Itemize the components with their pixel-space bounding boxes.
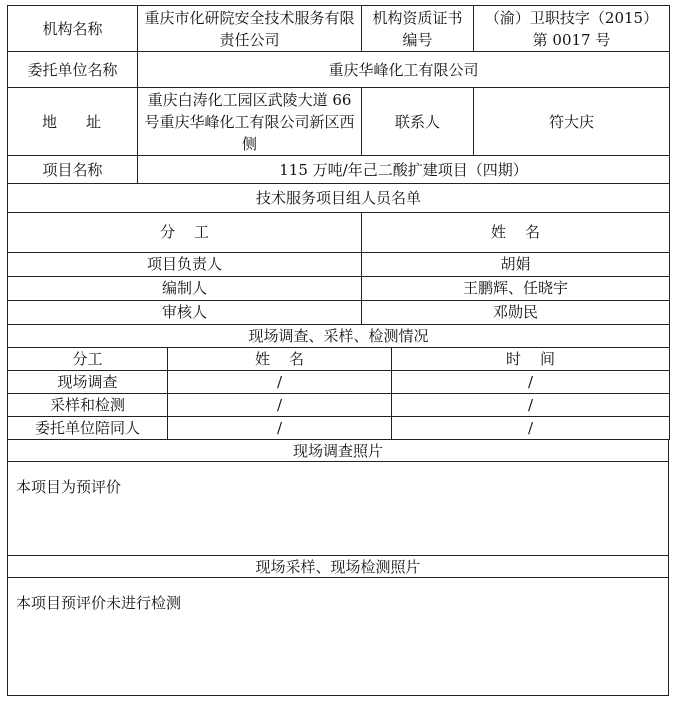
survey-photos-title: 现场调查照片 (7, 440, 669, 462)
team-table (7, 184, 670, 325)
address-value: 重庆白涛化工园区武陵大道 66 号重庆华峰化工有限公司新区西侧 (138, 88, 362, 156)
team-row-name: 邓勋民 (362, 300, 670, 324)
sampling-photos-area (7, 578, 669, 696)
team-row-name: 王鹏辉、任晓宇 (362, 276, 670, 300)
client-value: 重庆华峰化工有限公司 (138, 52, 670, 88)
survey-row-time: / (392, 393, 670, 416)
team-col-name: 姓 名 (362, 212, 670, 252)
survey-row-name: / (168, 416, 392, 439)
survey-row-time: / (392, 416, 670, 439)
cert-label: 机构资质证书编号 (362, 6, 474, 52)
survey-row-role: 采样和检测 (8, 393, 168, 416)
survey-table (7, 325, 670, 440)
survey-col-name: 姓 名 (168, 347, 392, 370)
survey-row-name: / (168, 393, 392, 416)
cert-value: （渝）卫职技字（2015）第 0017 号 (474, 6, 670, 52)
team-row-name: 胡娟 (362, 252, 670, 276)
org-name-label: 机构名称 (8, 6, 138, 52)
client-label: 委托单位名称 (8, 52, 138, 88)
service-record-form (7, 5, 669, 705)
team-row-role: 编制人 (8, 276, 362, 300)
project-value: 115 万吨/年己二酸扩建项目（四期） (138, 156, 670, 184)
team-heading: 技术服务项目组人员名单 (8, 184, 670, 212)
survey-col-time: 时 间 (392, 347, 670, 370)
survey-row-role: 现场调查 (8, 370, 168, 393)
survey-heading: 现场调查、采样、检测情况 (8, 325, 670, 348)
team-row-role: 审核人 (8, 300, 362, 324)
contact-value: 符大庆 (474, 88, 670, 156)
survey-col-role: 分工 (8, 347, 168, 370)
survey-row-time: / (392, 370, 670, 393)
org-name-value: 重庆市化研院安全技术服务有限责任公司 (138, 6, 362, 52)
info-table (7, 5, 670, 184)
survey-photos-note: 本项目为预评价 (16, 477, 122, 496)
survey-row-name: / (168, 370, 392, 393)
sampling-photos-note: 本项目预评价未进行检测 (16, 593, 182, 612)
survey-photos-area (7, 462, 669, 556)
sampling-photos-title: 现场采样、现场检测照片 (7, 556, 669, 578)
team-row-role: 项目负责人 (8, 252, 362, 276)
team-col-role: 分 工 (8, 212, 362, 252)
address-label: 地 址 (8, 88, 138, 156)
project-label: 项目名称 (8, 156, 138, 184)
survey-row-role: 委托单位陪同人 (8, 416, 168, 439)
contact-label: 联系人 (362, 88, 474, 156)
